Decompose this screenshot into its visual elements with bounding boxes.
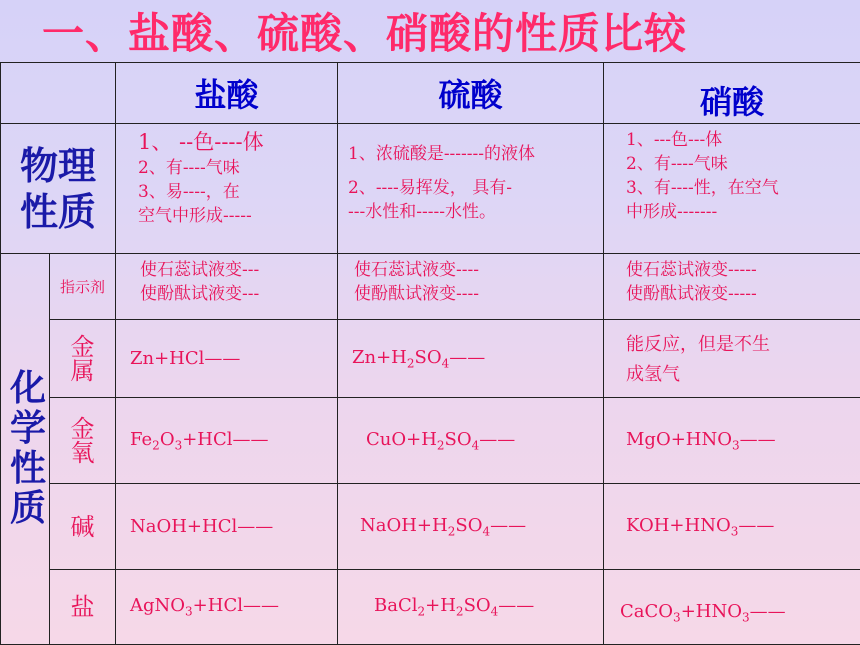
salt-h2so4: $BaCl_2+H_2SO_4——$ <box>338 570 604 645</box>
row-label-metal: 金属 <box>50 320 116 398</box>
metal-oxide-hno3: $MgO+HNO_3——$ <box>604 398 860 484</box>
base-h2so4: $NaOH+H_2SO_4——$ <box>338 484 604 570</box>
indicator-row <box>1 254 860 320</box>
salt-row <box>1 570 860 645</box>
corner-cell <box>1 63 116 124</box>
metal-hno3: 能反应，但是不生 成氢气 <box>604 320 860 398</box>
physical-row <box>1 124 860 254</box>
base-hno3: $KOH+HNO_3——$ <box>604 484 860 570</box>
metal-h2so4: $Zn+H_2SO_4——$ <box>338 320 604 398</box>
comparison-table <box>0 62 860 645</box>
chemical-properties-label: 化学性质 <box>1 254 50 645</box>
metal-oxide-h2so4: $CuO+H_2SO_4——$ <box>338 398 604 484</box>
indicator-hcl: 使石蕊试液变--- 使酚酞试液变--- <box>116 254 338 320</box>
metal-oxide-row <box>1 398 860 484</box>
col-header-h2so4: 硫酸 <box>338 63 604 124</box>
header-row <box>1 63 860 124</box>
row-label-base: 碱 <box>50 484 116 570</box>
row-label-metal-oxide: 金氧 <box>50 398 116 484</box>
row-label-indicator: 指示剂 <box>50 254 116 320</box>
base-hcl: NaOH+HCl—— <box>116 484 338 570</box>
physical-properties-label: 物理 性质 <box>1 124 116 254</box>
physical-hno3: 1、---色---体 2、有----气味 3、有----性，在空气 中形成------- <box>604 124 860 254</box>
metal-hcl: Zn+HCl—— <box>116 320 338 398</box>
salt-hno3: $CaCO_3+HNO_3——$ <box>604 570 860 645</box>
metal-oxide-hcl: $Fe_2O_3+HCl——$ <box>116 398 338 484</box>
indicator-hno3: 使石蕊试液变----- 使酚酞试液变----- <box>604 254 860 320</box>
col-header-hno3: 硝酸 <box>604 63 860 124</box>
indicator-h2so4: 使石蕊试液变---- 使酚酞试液变---- <box>338 254 604 320</box>
col-header-hcl: 盐酸 <box>116 63 338 124</box>
metal-row <box>1 320 860 398</box>
physical-hcl: 1、 --色----体 2、有----气味 3、易----，在 空气中形成----- <box>116 124 338 254</box>
row-label-salt: 盐 <box>50 570 116 645</box>
base-row <box>1 484 860 570</box>
salt-hcl: AgNO$_3$+HCl—— <box>116 570 338 645</box>
slide-title: 一、盐酸、硫酸、硝酸的性质比较 <box>42 9 688 58</box>
physical-h2so4: 1、浓硫酸是-------的液体 2、----易挥发， 具有- ---水性和-----水性。 <box>338 124 604 254</box>
